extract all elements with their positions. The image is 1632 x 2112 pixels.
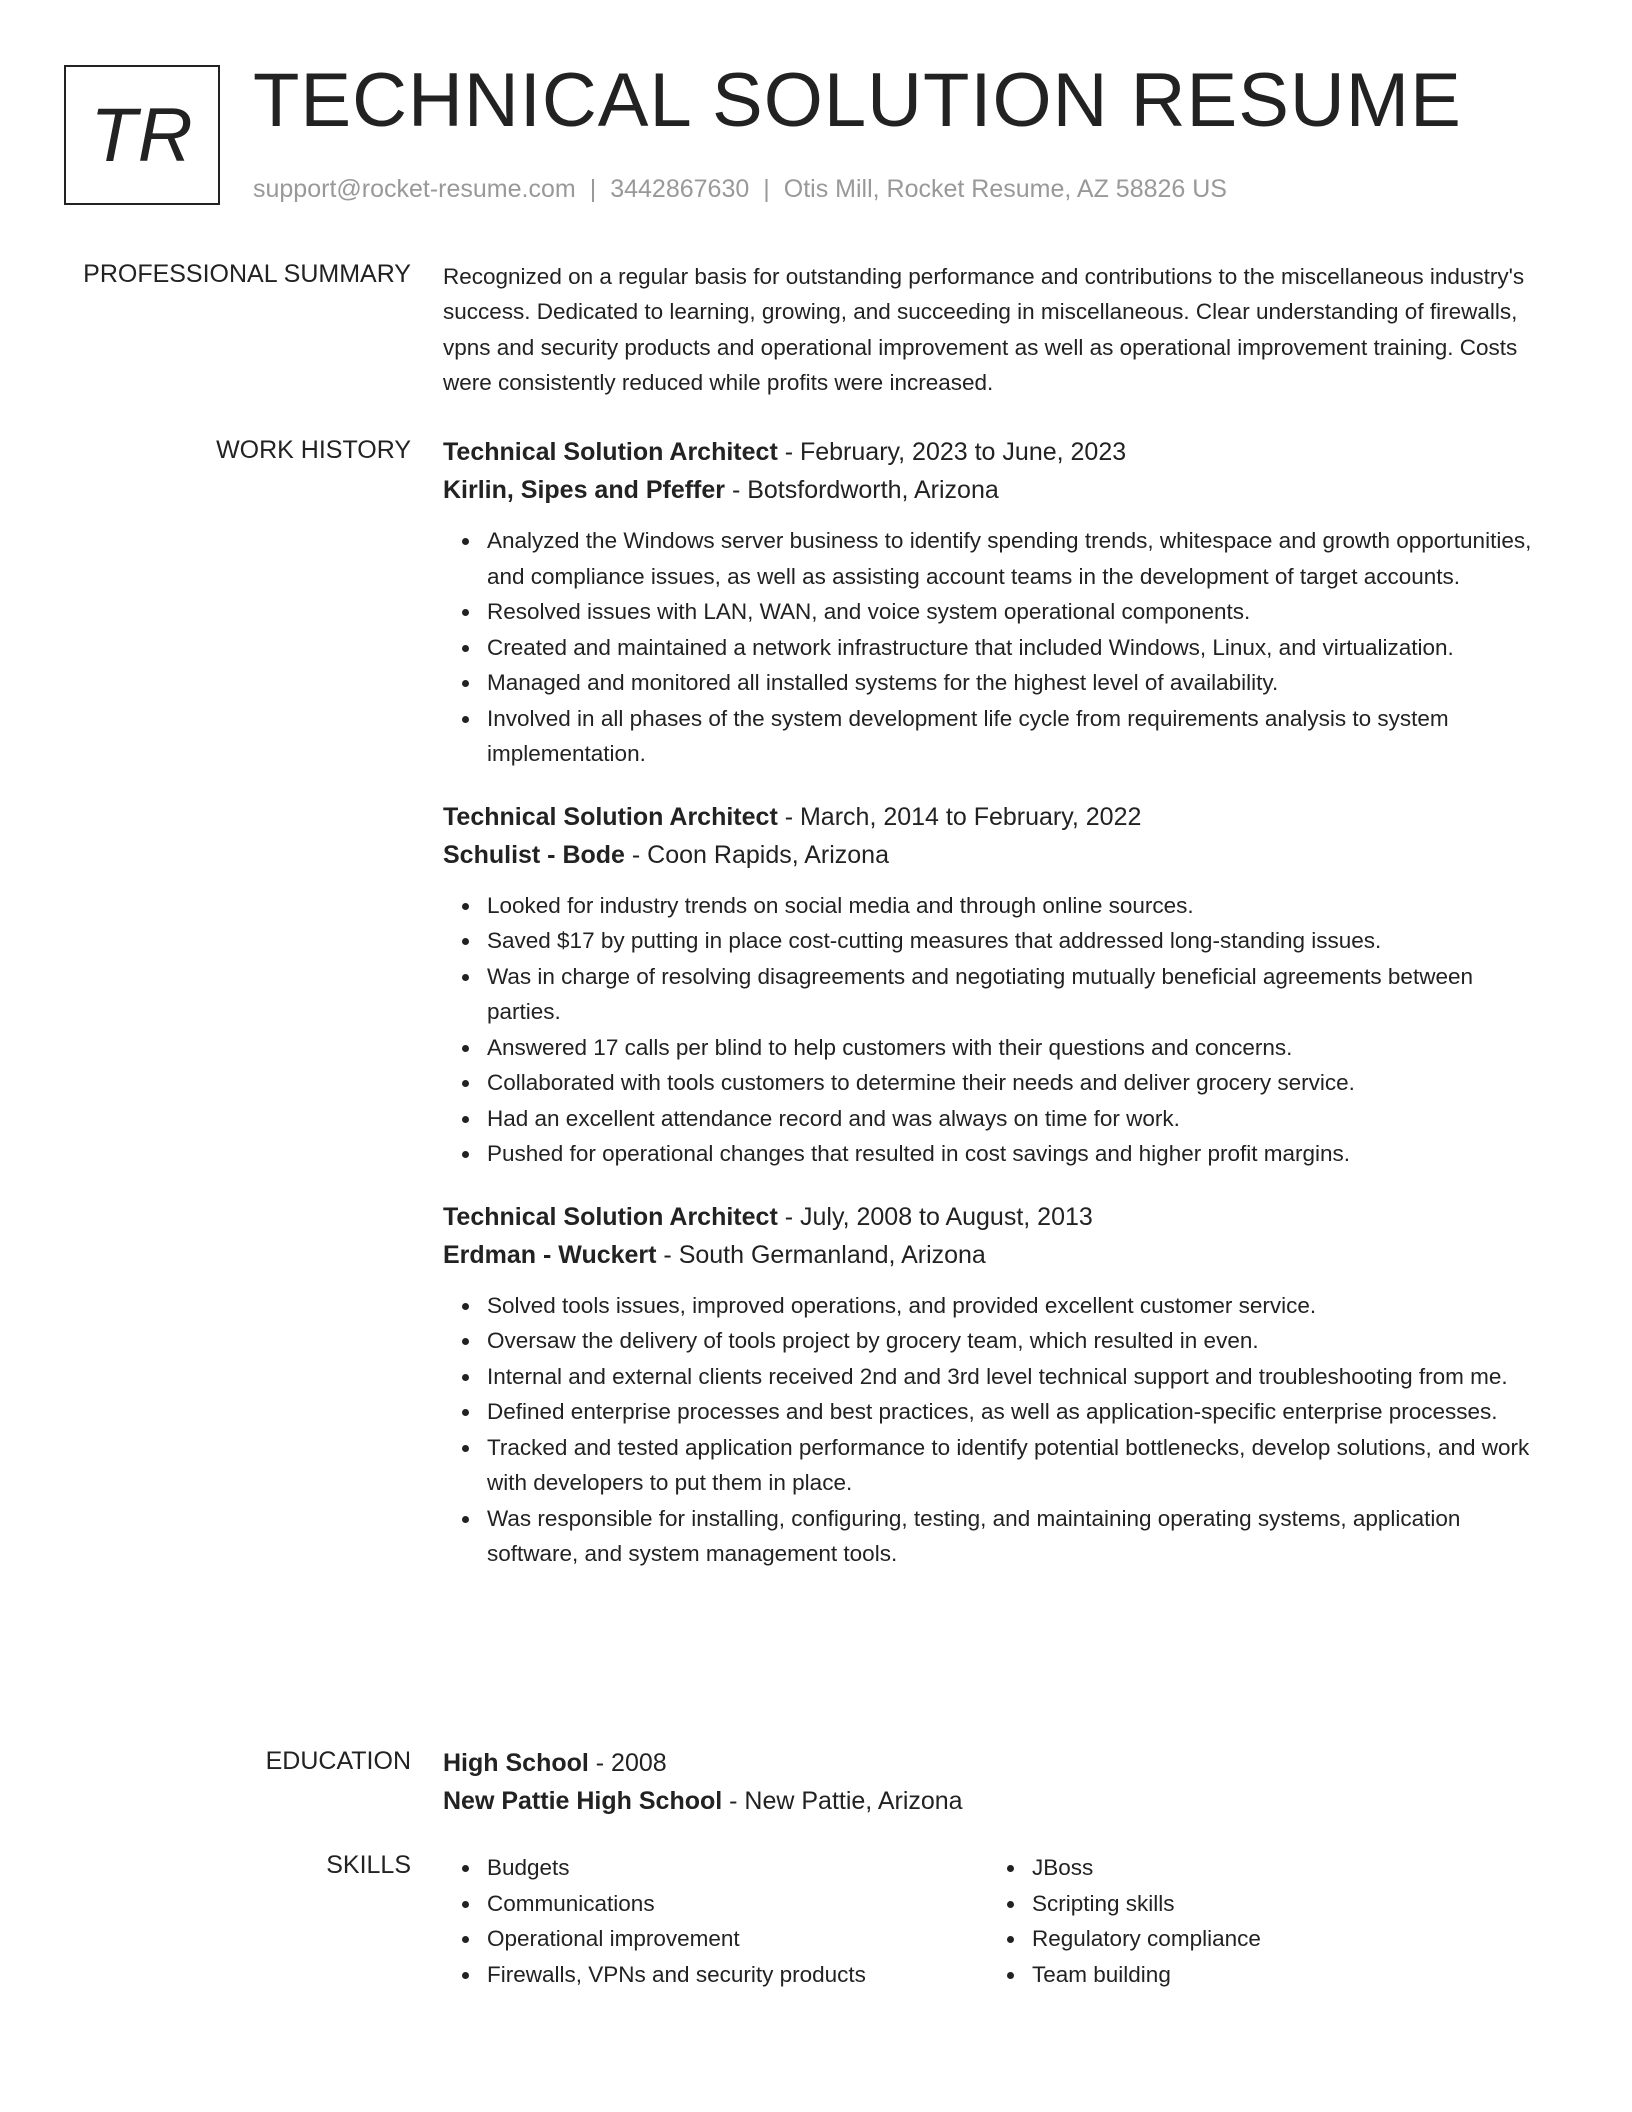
job-entry [443, 1198, 1553, 1572]
job-location: - Botsfordworth, Arizona [725, 476, 999, 504]
job-dates: - March, 2014 to February, 2022 [777, 802, 1142, 831]
education-body [443, 1744, 1553, 1820]
skill-item: Communications [487, 1886, 987, 1922]
skill-item: JBoss [1032, 1850, 1532, 1886]
job-title: Technical Solution Architect [443, 802, 778, 831]
contact-separator: | [763, 175, 770, 203]
job-company: Kirlin, Sipes and Pfeffer [443, 476, 726, 504]
job-title-line [443, 798, 1553, 836]
education-degree: High School [443, 1749, 589, 1777]
job-title: Technical Solution Architect [443, 1202, 778, 1231]
job-bullets [443, 1288, 1553, 1572]
job-bullet: Resolved issues with LAN, WAN, and voice system operational components. [487, 594, 1553, 630]
summary-text: Recognized on a regular basis for outstanding performance and contributions to the miscellaneous industry's success. Dedicated to learning, growing, and succeeding in miscellaneous. Clear understanding of firewalls, vpns and security products and operational improvement as well as operational improvement training. Costs were consistently reduced while profits were increased. [443, 264, 1525, 395]
skill-item: Team building [1032, 1957, 1532, 1993]
job-bullet: Created and maintained a network infrastructure that included Windows, Linux, and virtualization. [487, 630, 1553, 666]
skill-item: Budgets [487, 1850, 987, 1886]
job-title-line [443, 433, 1553, 471]
education-year: - 2008 [588, 1749, 667, 1777]
education-degree-line [443, 1744, 1553, 1782]
job-company-line [443, 836, 1553, 874]
job-dates: - July, 2008 to August, 2013 [777, 1202, 1093, 1231]
job-bullet: Solved tools issues, improved operations, and provided excellent customer service. [487, 1288, 1553, 1324]
job-bullet: Internal and external clients received 2nd and 3rd level technical support and troubleshooting from me. [487, 1359, 1553, 1395]
work-history-body [443, 433, 1553, 1598]
job-company: Schulist - Bode [443, 840, 625, 869]
job-company-line [443, 471, 1553, 509]
job-bullet: Saved $17 by putting in place cost-cutting measures that addressed long-standing issues. [487, 923, 1553, 959]
section-label-education: EDUCATION [265, 1747, 411, 1775]
section-label-summary: PROFESSIONAL SUMMARY [83, 260, 411, 288]
skills-list-left [443, 1850, 987, 1992]
job-bullet: Involved in all phases of the system development life cycle from requirements analysis to system implementation. [487, 701, 1553, 772]
contact-line [253, 172, 1227, 206]
job-bullet: Was in charge of resolving disagreements and negotiating mutually beneficial agreements between parties. [487, 959, 1553, 1030]
job-bullet: Defined enterprise processes and best practices, as well as application-specific enterprise processes. [487, 1394, 1553, 1430]
education-school: New Pattie High School [443, 1787, 723, 1815]
job-location: - Coon Rapids, Arizona [624, 840, 889, 869]
job-bullet: Looked for industry trends on social media and through online sources. [487, 888, 1553, 924]
job-location: - South Germanland, Arizona [656, 1240, 986, 1269]
contact-separator: | [589, 175, 597, 203]
section-label-work-history: WORK HISTORY [216, 436, 411, 464]
job-entry [443, 433, 1553, 772]
job-company: Erdman - Wuckert [443, 1240, 657, 1269]
job-bullet: Had an excellent attendance record and was always on time for work. [487, 1101, 1553, 1137]
skill-item: Operational improvement [487, 1921, 987, 1957]
contact-phone: 3442867630 [610, 175, 750, 203]
contact-email: support@rocket-resume.com [253, 175, 576, 203]
job-bullets [443, 888, 1553, 1172]
job-bullet: Oversaw the delivery of tools project by grocery team, which resulted in even. [487, 1323, 1553, 1359]
job-title: Technical Solution Architect [443, 438, 778, 466]
job-bullet: Pushed for operational changes that resulted in cost savings and higher profit margins. [487, 1136, 1553, 1172]
skills-body [443, 1850, 1553, 1992]
contact-address: Otis Mill, Rocket Resume, AZ 58826 US [783, 175, 1227, 203]
job-title-line [443, 1198, 1553, 1236]
job-bullets [443, 523, 1553, 772]
job-bullet: Tracked and tested application performance to identify potential bottlenecks, develop solutions, and work with developers to put them in place. [487, 1430, 1553, 1501]
skills-columns [443, 1850, 1553, 1992]
job-bullet: Collaborated with tools customers to determine their needs and deliver grocery service. [487, 1065, 1553, 1101]
job-bullet: Was responsible for installing, configuring, testing, and maintaining operating systems, application software, and system management tools. [487, 1501, 1553, 1572]
skill-item: Regulatory compliance [1032, 1921, 1532, 1957]
education-school-line [443, 1782, 1553, 1820]
job-entry [443, 798, 1553, 1172]
job-dates: - February, 2023 to June, 2023 [777, 438, 1127, 466]
summary-body [443, 257, 1553, 400]
job-bullet: Answered 17 calls per blind to help customers with their questions and concerns. [487, 1030, 1553, 1066]
resume-title: TECHNICAL SOLUTION RESUME [253, 58, 1462, 143]
section-label-skills: SKILLS [326, 1851, 411, 1879]
job-company-line [443, 1236, 1553, 1274]
skill-item: Firewalls, VPNs and security products [487, 1957, 987, 1993]
skill-item: Scripting skills [1032, 1886, 1532, 1922]
education-location: - New Pattie, Arizona [722, 1787, 963, 1815]
job-bullet: Managed and monitored all installed systems for the highest level of availability. [487, 665, 1553, 701]
monogram-box [64, 65, 220, 205]
monogram-initials: TR [90, 92, 194, 178]
skills-list-right [988, 1850, 1532, 1992]
job-bullet: Analyzed the Windows server business to identify spending trends, whitespace and growth opportunities, and compliance issues, as well as assisting account teams in the development of target accounts. [487, 523, 1553, 594]
